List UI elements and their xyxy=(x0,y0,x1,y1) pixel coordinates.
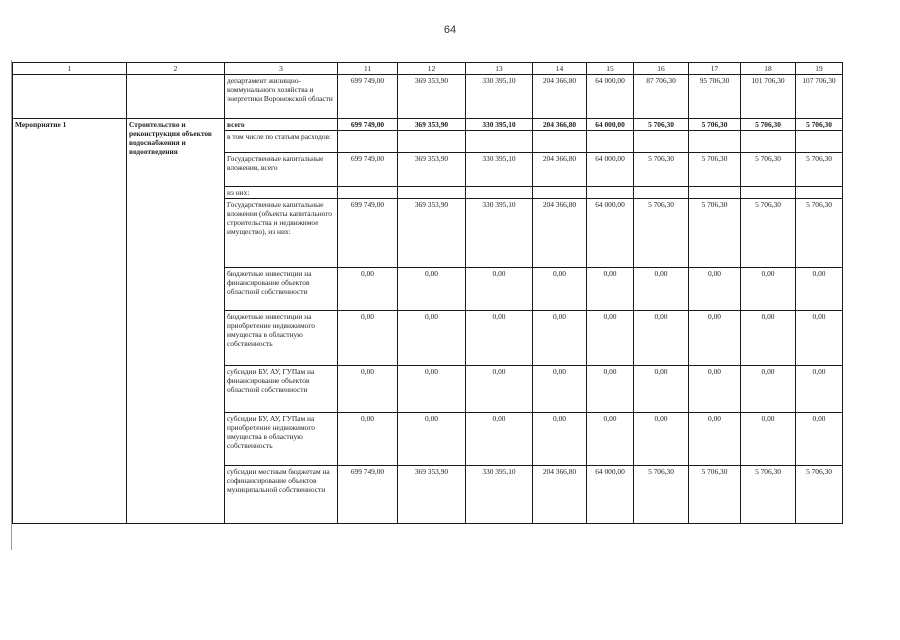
measure-title: Мероприятие 1 xyxy=(13,119,127,524)
value-cell: 0,00 xyxy=(741,366,796,413)
row-label: бюджетные инвестиции на приобретение недвижимого имущества в областную собственность xyxy=(225,311,338,366)
value-cell: 5 706,30 xyxy=(634,199,689,268)
value-cell: 5 706,30 xyxy=(741,466,796,524)
value-cell: 0,00 xyxy=(587,366,634,413)
value-cell: 0,00 xyxy=(533,268,587,311)
table-row-department xyxy=(13,75,843,119)
row-label: бюджетные инвестиции на финансирование объектов областной собственности xyxy=(225,268,338,311)
value-cell: 369 353,90 xyxy=(398,75,466,119)
value-cell xyxy=(466,131,533,153)
column-number: 18 xyxy=(741,63,796,75)
value-cell: 5 706,30 xyxy=(796,466,843,524)
value-cell xyxy=(533,187,587,199)
column-number: 3 xyxy=(225,63,338,75)
value-cell: 369 353,90 xyxy=(398,199,466,268)
value-cell: 5 706,30 xyxy=(689,466,741,524)
value-cell: 0,00 xyxy=(338,413,398,466)
column-number: 11 xyxy=(338,63,398,75)
value-cell: 0,00 xyxy=(741,268,796,311)
value-cell: 0,00 xyxy=(338,311,398,366)
value-cell: 0,00 xyxy=(398,268,466,311)
value-cell: 0,00 xyxy=(466,366,533,413)
value-cell: 0,00 xyxy=(796,366,843,413)
value-cell xyxy=(741,187,796,199)
value-cell xyxy=(533,131,587,153)
value-cell: 330 395,10 xyxy=(466,75,533,119)
value-cell xyxy=(634,131,689,153)
value-cell: 5 706,30 xyxy=(689,153,741,187)
value-cell: 64 000,00 xyxy=(587,75,634,119)
column-number: 15 xyxy=(587,63,634,75)
value-cell: 0,00 xyxy=(741,413,796,466)
value-cell: 107 706,30 xyxy=(796,75,843,119)
value-cell: 369 353,90 xyxy=(398,466,466,524)
row-label: в том числе по статьям расходов: xyxy=(225,131,338,153)
column-number: 14 xyxy=(533,63,587,75)
value-cell: 0,00 xyxy=(689,366,741,413)
value-cell: 0,00 xyxy=(796,311,843,366)
value-cell: 5 706,30 xyxy=(741,199,796,268)
value-cell: 204 366,80 xyxy=(533,119,587,131)
value-cell: 0,00 xyxy=(398,413,466,466)
value-cell: 699 749,00 xyxy=(338,75,398,119)
row-label: субсидии БУ, АУ, ГУПам на приобретение недвижимого имущества в областную собственность xyxy=(225,413,338,466)
value-cell: 699 749,00 xyxy=(338,199,398,268)
value-cell: 204 366,80 xyxy=(533,199,587,268)
value-cell xyxy=(338,131,398,153)
value-cell: 0,00 xyxy=(533,311,587,366)
value-cell: 101 706,30 xyxy=(741,75,796,119)
value-cell: 699 749,00 xyxy=(338,466,398,524)
value-cell: 0,00 xyxy=(398,366,466,413)
value-cell: 0,00 xyxy=(796,413,843,466)
value-cell: 0,00 xyxy=(587,268,634,311)
value-cell: 0,00 xyxy=(533,413,587,466)
column-number: 2 xyxy=(127,63,225,75)
value-cell: 0,00 xyxy=(587,413,634,466)
row-label: департамент жилищно-коммунального хозяйства и энергетики Воронежской области xyxy=(225,75,338,119)
value-cell: 699 749,00 xyxy=(338,119,398,131)
value-cell: 87 706,30 xyxy=(634,75,689,119)
value-cell: 95 706,30 xyxy=(689,75,741,119)
value-cell: 0,00 xyxy=(466,413,533,466)
column-number: 12 xyxy=(398,63,466,75)
value-cell: 0,00 xyxy=(689,268,741,311)
value-cell: 0,00 xyxy=(741,311,796,366)
value-cell xyxy=(796,187,843,199)
column-number-header xyxy=(13,63,843,75)
value-cell xyxy=(587,131,634,153)
budget-table xyxy=(12,62,843,524)
value-cell: 0,00 xyxy=(466,311,533,366)
value-cell: 5 706,30 xyxy=(796,119,843,131)
value-cell: 0,00 xyxy=(338,268,398,311)
value-cell: 369 353,90 xyxy=(398,153,466,187)
value-cell: 0,00 xyxy=(634,311,689,366)
row-label: субсидии местным бюджетам на софинансирование объектов муниципальной собственности xyxy=(225,466,338,524)
column-number: 16 xyxy=(634,63,689,75)
value-cell xyxy=(587,187,634,199)
value-cell: 0,00 xyxy=(398,311,466,366)
value-cell: 0,00 xyxy=(466,268,533,311)
value-cell: 204 366,80 xyxy=(533,153,587,187)
value-cell xyxy=(634,187,689,199)
value-cell: 0,00 xyxy=(796,268,843,311)
value-cell: 64 000,00 xyxy=(587,119,634,131)
value-cell: 330 395,10 xyxy=(466,199,533,268)
value-cell: 330 395,10 xyxy=(466,466,533,524)
value-cell: 204 366,80 xyxy=(533,466,587,524)
column-number: 1 xyxy=(13,63,127,75)
value-cell: 5 706,30 xyxy=(796,199,843,268)
value-cell: 0,00 xyxy=(587,311,634,366)
value-cell xyxy=(466,187,533,199)
value-cell: 0,00 xyxy=(689,413,741,466)
measure-cell xyxy=(13,75,127,119)
table-row-total xyxy=(13,119,843,131)
value-cell: 5 706,30 xyxy=(689,199,741,268)
value-cell: 0,00 xyxy=(634,413,689,466)
column-number: 13 xyxy=(466,63,533,75)
value-cell: 64 000,00 xyxy=(587,153,634,187)
column-number: 17 xyxy=(689,63,741,75)
row-label: из них: xyxy=(225,187,338,199)
value-cell: 330 395,10 xyxy=(466,119,533,131)
value-cell xyxy=(741,131,796,153)
value-cell: 0,00 xyxy=(634,268,689,311)
value-cell: 0,00 xyxy=(689,311,741,366)
value-cell xyxy=(689,187,741,199)
value-cell: 699 749,00 xyxy=(338,153,398,187)
value-cell: 64 000,00 xyxy=(587,199,634,268)
measure-name-cell xyxy=(127,75,225,119)
value-cell: 5 706,30 xyxy=(634,153,689,187)
value-cell: 5 706,30 xyxy=(689,119,741,131)
value-cell: 204 366,80 xyxy=(533,75,587,119)
value-cell: 5 706,30 xyxy=(741,153,796,187)
page-number: 64 xyxy=(443,24,457,36)
value-cell: 0,00 xyxy=(634,366,689,413)
row-label: Государственные капитальные вложения (объекты капитального строительства и недвижимое имущество), из них: xyxy=(225,199,338,268)
row-label: Государственные капитальные вложения, всего xyxy=(225,153,338,187)
value-cell xyxy=(796,131,843,153)
value-cell: 0,00 xyxy=(338,366,398,413)
value-cell xyxy=(398,131,466,153)
value-cell xyxy=(338,187,398,199)
measure-description: Строительство и реконструкция объектов водоснабжения и водоотведения xyxy=(127,119,225,524)
value-cell xyxy=(398,187,466,199)
value-cell: 5 706,30 xyxy=(796,153,843,187)
row-label: всего xyxy=(225,119,338,131)
column-number: 19 xyxy=(796,63,843,75)
row-label: субсидии БУ, АУ, ГУПам на финансирование объектов областной собственности xyxy=(225,366,338,413)
value-cell: 369 353,90 xyxy=(398,119,466,131)
value-cell: 5 706,30 xyxy=(634,466,689,524)
value-cell: 0,00 xyxy=(533,366,587,413)
value-cell: 64 000,00 xyxy=(587,466,634,524)
value-cell xyxy=(689,131,741,153)
value-cell: 330 395,10 xyxy=(466,153,533,187)
value-cell: 5 706,30 xyxy=(634,119,689,131)
value-cell: 5 706,30 xyxy=(741,119,796,131)
